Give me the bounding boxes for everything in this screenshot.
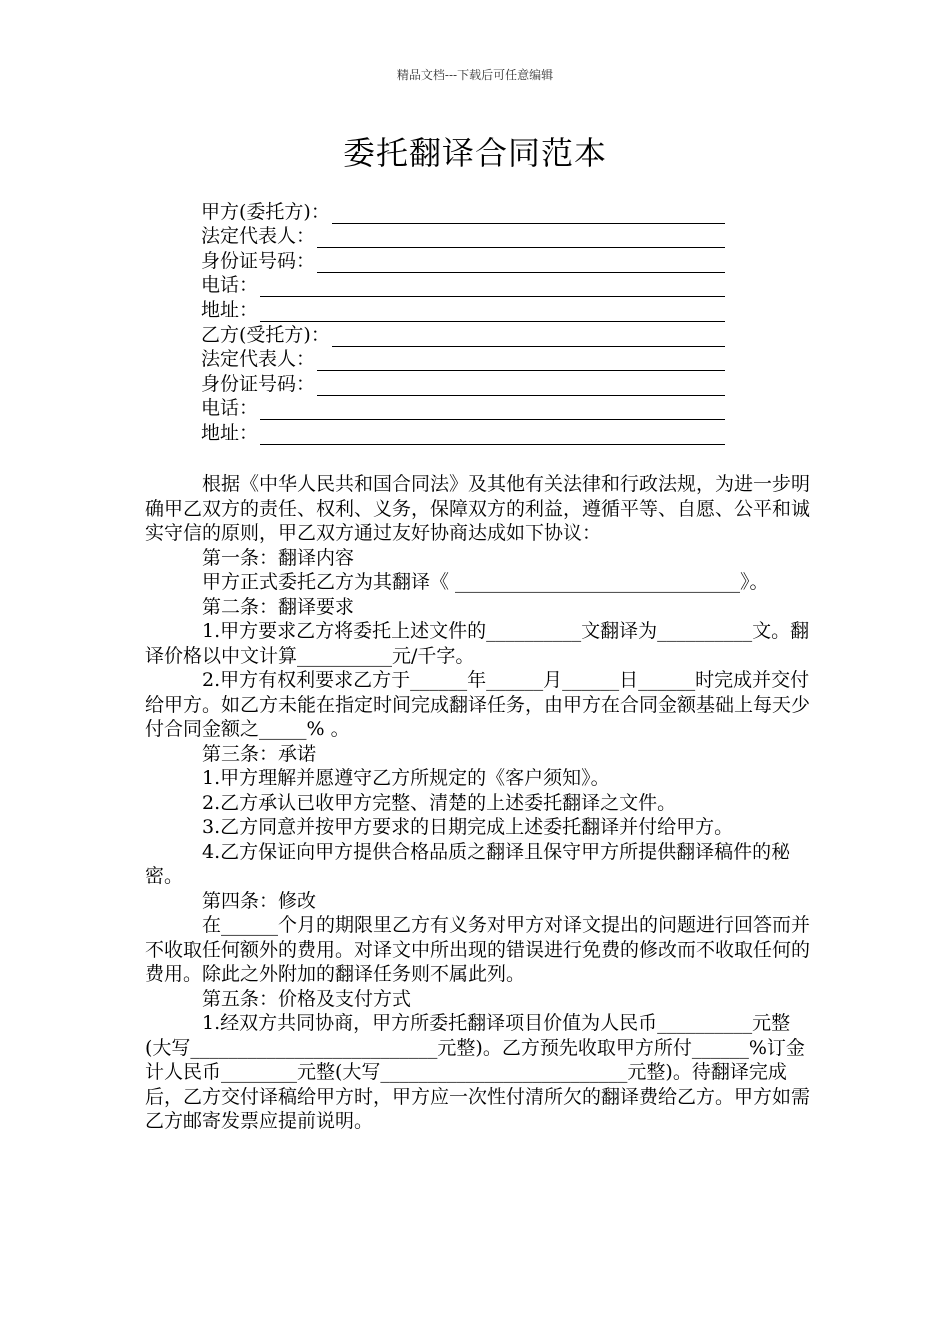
party-info-block <box>201 199 741 445</box>
party-field <box>201 224 741 249</box>
body-paragraph: 4.乙方保证向甲方提供合格品质之翻译且保守甲方所提供翻译稿件的秘密。 <box>145 840 791 887</box>
party-field-input[interactable] <box>317 227 725 248</box>
party-field-input[interactable] <box>260 399 725 420</box>
party-field <box>201 199 741 224</box>
clause-heading: 第一条：翻译内容 <box>202 546 355 569</box>
party-field-label: 地址： <box>201 298 259 321</box>
party-field-input[interactable] <box>260 276 725 297</box>
party-field-input[interactable] <box>332 326 725 347</box>
party-field-label: 法定代表人： <box>201 348 316 371</box>
clause-heading: 第三条：承诺 <box>202 742 317 765</box>
body-paragraph: 2.乙方承认已收甲方完整、清楚的上述委托翻译之文件。 <box>202 791 677 814</box>
party-field-label: 法定代表人： <box>201 225 316 248</box>
clause-heading: 第二条：翻译要求 <box>202 595 355 618</box>
body-paragraph: 甲方正式委托乙方为其翻译《 ______________________________》。 <box>202 571 769 593</box>
document-title: 委托翻译合同范本 <box>342 134 607 172</box>
party-field <box>201 297 741 322</box>
party-field <box>201 420 741 445</box>
body-paragraph: 在______个月的期限里乙方有义务对甲方对译文提出的问题进行回答而并不收取任何额外的费用。对译文中所出现的错误进行免费的修改而不收取任何的费用。除此之外附加的翻译任务则不属此列。 <box>145 914 811 985</box>
party-field <box>201 322 741 347</box>
party-field-input[interactable] <box>260 301 725 322</box>
party-field-input[interactable] <box>260 424 725 445</box>
contract-body <box>145 472 813 1134</box>
party-field-label: 电话： <box>201 274 259 297</box>
party-field-label: 身份证号码： <box>201 372 316 395</box>
party-field-input[interactable] <box>332 203 725 224</box>
party-field <box>201 371 741 396</box>
body-paragraph: 3.乙方同意并按甲方要求的日期完成上述委托翻译并付给甲方。 <box>202 816 734 838</box>
body-paragraph: 根据《中华人民共和国合同法》及其他有关法律和行政法规，为进一步明确甲乙双方的责任、权利、义务，保障双方的利益，遵循平等、自愿、公平和诚实守信的原则，甲乙双方通过友好协商达成如下协议： <box>145 473 811 544</box>
party-field-label: 地址： <box>201 421 259 444</box>
clause-heading: 第四条：修改 <box>202 889 317 912</box>
party-field <box>201 248 741 273</box>
party-field <box>201 347 741 372</box>
party-field-label: 乙方(受托方)： <box>201 323 330 346</box>
party-field-input[interactable] <box>317 350 725 371</box>
party-field <box>201 396 741 421</box>
body-paragraph: 2.甲方有权利要求乙方于______年______月______日______时完成并交付给甲方。如乙方未能在指定时间完成翻译任务，由甲方在合同金额基础上每天少付合同金额之_____% 。 <box>145 669 811 740</box>
party-field-label: 甲方(委托方)： <box>201 200 330 223</box>
party-field <box>201 273 741 298</box>
body-paragraph: 1.甲方要求乙方将委托上述文件的__________文翻译为__________文。翻译价格以中文计算__________元/千字。 <box>145 620 810 667</box>
body-paragraph: 1.甲方理解并愿遵守乙方所规定的《客户须知》。 <box>202 767 610 789</box>
party-field-label: 身份证号码： <box>201 249 316 272</box>
party-field-input[interactable] <box>317 252 725 273</box>
party-field-label: 电话： <box>201 397 259 420</box>
header-note: 精品文档---下载后可任意编辑 <box>396 68 554 82</box>
party-field-input[interactable] <box>317 375 725 396</box>
body-paragraph: 1.经双方共同协商，甲方所委托翻译项目价值为人民币__________元整(大写__________________________元整)。乙方预先收取甲方所付______%订金计人民币________元整(大写__________________________元整)。待翻译完成后，乙方交付译稿给甲方时，甲方应一次性付清所欠的翻译费给乙方。甲方如需乙方邮寄发票应提前说明。 <box>145 1012 811 1132</box>
clause-heading: 第五条：价格及支付方式 <box>202 987 412 1010</box>
